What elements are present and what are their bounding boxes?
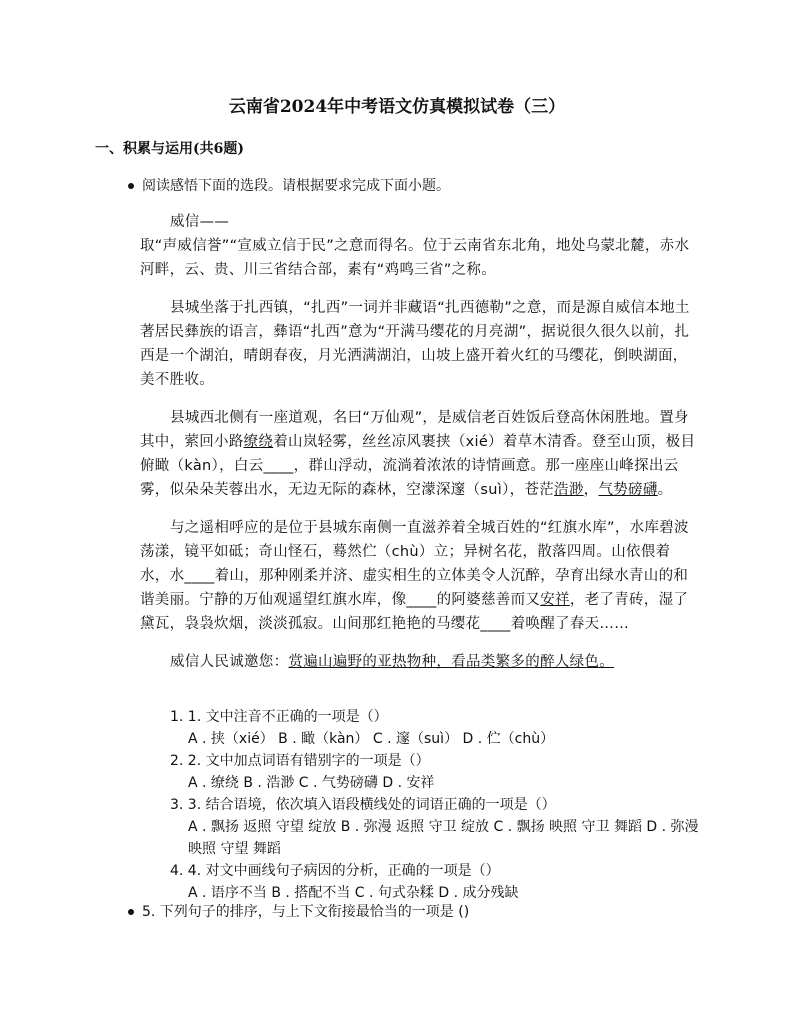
- text-segment: 与之遥相呼应的是位于县城东南侧一直滋养着全城百姓的“红旗水库”，水库碧波荡漾，镜平如砥；奇山怪石，蓦然伫（chù）立；异树名花，散落四周。山依偎着水，水____着山，那种刚柔并济、虚实相生的立体美令人沉醉，孕育出绿水青山的和谐美丽。宁静的万仙观遥望红旗水库，像____的阿婆慈善而又: [140, 520, 689, 608]
- instruction-text: 阅读感悟下面的选段。请根据要求完成下面小题。: [142, 178, 450, 194]
- text-segment: 县城西北侧有一座道观，名曰“万仙观”，是威信老百姓饭后登高休闲胜地。置身其中，萦回小路: [140, 410, 689, 450]
- underlined-word: 缭绕: [243, 434, 274, 450]
- question-4: 4. 4. 对文中画线句子病因的分析，正确的一项是（）: [170, 863, 500, 879]
- text-segment: 威信人民诚邀您：: [170, 654, 289, 670]
- paragraph-1: 取“声威信誉”“宣威立信于民”之意而得名。位于云南省东北角，地处乌蒙北麓，赤水河畔，云、贵、川三省结合部，素有“鸡鸣三省”之称。: [140, 238, 690, 278]
- question-1-options: A . 挟（xié） B . 瞰（kàn） C . 邃（suì） D . 伫（chù）: [188, 731, 555, 747]
- bullet-icon: [128, 183, 134, 189]
- paragraph-4: [140, 516, 700, 636]
- bullet-icon: [128, 909, 134, 915]
- text-segment: ，: [583, 482, 599, 498]
- text-segment: 着山岚轻雾，丝丝凉风裹挟（xié）着草木清香。登至山顶，极目俯瞰（kàn），白云____，群山浮动，流淌着浓浓的诗情画意。那一座座山峰探出云雾，似朵朵芙蓉出水，无边无际的森林，空濛深邃（suì），苍茫: [140, 434, 696, 498]
- underlined-word: 安祥: [540, 592, 570, 608]
- question-5: 5. 下列句子的排序，与上下文衔接最恰当的一项是 (): [142, 904, 470, 920]
- question-3: 3. 3. 结合语境，依次填入语段横线处的词语正确的一项是（）: [170, 797, 556, 813]
- underlined-sentence: 赏遍山遍野的亚热物种，看品类繁多的醉人绿色。: [288, 654, 615, 670]
- question-5-item: [128, 902, 469, 922]
- question-2: 2. 2. 文中加点词语有错别字的一项是（）: [170, 753, 430, 769]
- page-title: 云南省2024年中考语文仿真模拟试卷（三）: [228, 97, 566, 117]
- section-heading: 一、积累与运用(共6题): [95, 141, 244, 157]
- question-3-options: A . 飘扬 返照 守望 绽放 B . 弥漫 返照 守卫 绽放 C . 飘扬 映照 守卫 舞蹈 D . 弥漫 映照 守望 舞蹈: [188, 819, 699, 857]
- passage-heading: 威信——: [170, 214, 230, 230]
- paragraph-5: [140, 650, 700, 674]
- text-segment: 。: [657, 482, 673, 498]
- question-list: [170, 706, 700, 904]
- paragraph-2: 县城坐落于扎西镇，“扎西”一词并非藏语“扎西德勒”之意，而是源自威信本地土著居民彝族的语言，彝语“扎西”意为“开满马缨花的月亮湖”，据说很久很久以前，扎西是一个湖泊，晴朗春夜，月光洒满湖泊，山坡上盛开着火红的马缨花，倒映湖面，美不胜收。: [140, 300, 690, 388]
- question-2-options: A . 缭绕 B . 浩渺 C . 气势磅礴 D . 安祥: [188, 775, 435, 791]
- text-segment: ，老了青砖，湿了黛瓦，袅袅炊烟，淡淡孤寂。山间那红艳艳的马缨花____着唤醒了春天……: [140, 592, 689, 632]
- passage: [140, 210, 700, 674]
- instruction-item: [128, 176, 450, 196]
- question-4-options: A . 语序不当 B . 搭配不当 C . 句式杂糅 D . 成分残缺: [188, 885, 519, 901]
- underlined-word: 气势磅礴: [598, 482, 658, 498]
- question-1: 1. 1. 文中注音不正确的一项是（）: [170, 709, 388, 725]
- paragraph-3: [140, 406, 700, 502]
- underlined-word: 浩渺: [554, 482, 584, 498]
